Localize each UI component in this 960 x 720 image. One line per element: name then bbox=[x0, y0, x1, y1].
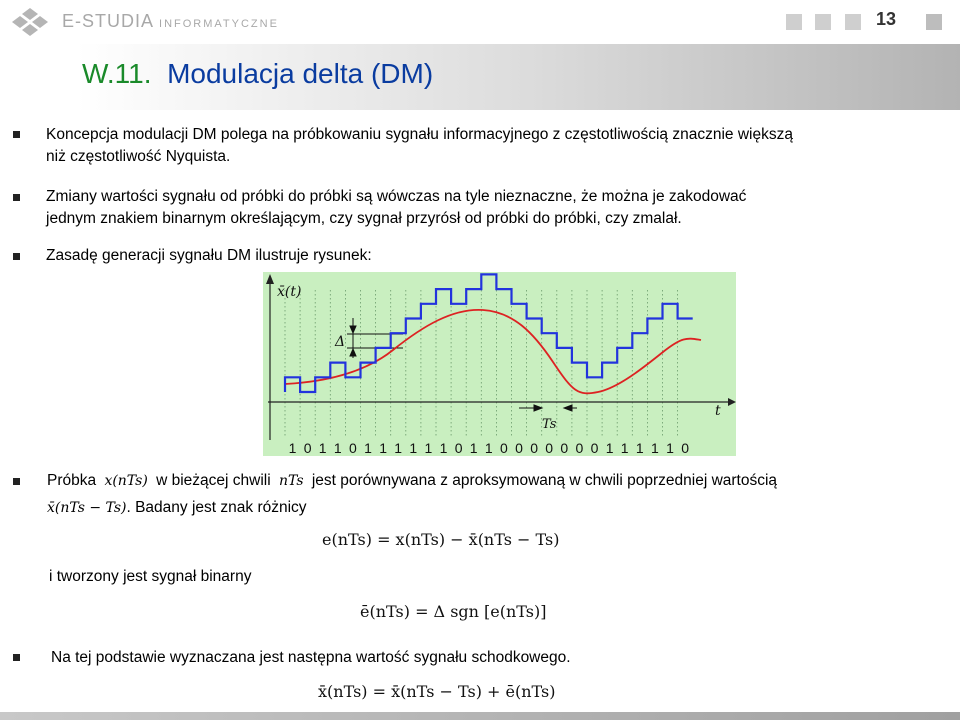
bit-label: 1 bbox=[288, 440, 297, 456]
bullet-4-text-a: Próbka bbox=[47, 472, 97, 489]
bit-label: 1 bbox=[364, 440, 372, 456]
bit-label: 0 bbox=[681, 440, 689, 456]
bit-label: 0 bbox=[454, 440, 463, 456]
brand-name bbox=[62, 11, 279, 32]
bullet-2-line-2: jednym znakiem binarnym określającym, czy sygnał przyrósł od próbki do próbki, czy zmalał. bbox=[46, 210, 682, 227]
bullet-text-3: Zasadę generacji sygnału DM ilustruje rysunek: bbox=[46, 247, 372, 264]
nav-square-1[interactable] bbox=[786, 14, 802, 30]
bit-label: 1 bbox=[424, 440, 433, 456]
bit-label: 0 bbox=[575, 440, 584, 456]
bit-label: 1 bbox=[333, 440, 342, 456]
bit-label: 0 bbox=[303, 440, 312, 456]
nav-square-2[interactable] bbox=[815, 14, 831, 30]
symbol-xbar-nts-ts: x̄(nTs − Ts) bbox=[47, 500, 127, 516]
bullet-text-1 bbox=[46, 124, 946, 168]
title-number: W.11. bbox=[82, 58, 152, 89]
equation-error: e(nTs) = x(nTs) − x̄(nTs − Ts) bbox=[322, 530, 560, 549]
bit-label: 1 bbox=[666, 440, 674, 456]
bullet-marker-1 bbox=[13, 131, 20, 138]
bullet-text-4-cont bbox=[47, 497, 947, 519]
bullet-marker-5 bbox=[13, 654, 20, 661]
bit-label: 1 bbox=[484, 440, 493, 456]
page-title bbox=[82, 58, 433, 90]
bullet-marker-2 bbox=[13, 194, 20, 201]
bullet-marker-3 bbox=[13, 253, 20, 260]
brand-logo-icon bbox=[8, 6, 52, 38]
delta-modulation-figure bbox=[263, 272, 736, 456]
bit-label: 1 bbox=[439, 440, 448, 456]
symbol-x-nts: x(nTs) bbox=[104, 473, 148, 489]
title-text: Modulacja delta (DM) bbox=[167, 58, 434, 89]
header-bar bbox=[0, 0, 960, 44]
bit-label: 1 bbox=[635, 440, 644, 456]
bit-label: 0 bbox=[530, 440, 538, 456]
bullet-4-text-d: . Badany jest znak różnicy bbox=[126, 499, 307, 516]
nav-square-3[interactable] bbox=[845, 14, 861, 30]
brand-main: E-STUDIA bbox=[62, 11, 154, 31]
bit-label: 1 bbox=[469, 440, 478, 456]
footer-bar bbox=[0, 712, 960, 720]
y-axis-label: x̄(t) bbox=[277, 284, 302, 300]
x-axis-label: t bbox=[715, 403, 721, 419]
bullet-4-text-b: w bieżącej chwili bbox=[156, 472, 271, 489]
bit-label: 1 bbox=[409, 440, 418, 456]
bit-label: 1 bbox=[379, 440, 387, 456]
figure-background bbox=[263, 272, 736, 456]
ts-label: Ts bbox=[542, 417, 557, 432]
bit-label: 0 bbox=[545, 440, 554, 456]
bit-label: 1 bbox=[394, 440, 403, 456]
bit-label: 1 bbox=[318, 440, 327, 456]
nav-square-4[interactable] bbox=[926, 14, 942, 30]
bullet-text-4 bbox=[47, 470, 947, 492]
bit-label: 0 bbox=[515, 440, 523, 456]
symbol-nts: nTs bbox=[278, 473, 304, 489]
binary-signal-text: i tworzony jest sygnał binarny bbox=[49, 568, 252, 585]
bullet-1-line-2: niż częstotliwość Nyquista. bbox=[46, 148, 231, 165]
bit-label: 0 bbox=[500, 440, 508, 456]
delta-label: Δ bbox=[335, 334, 346, 350]
page-number: 13 bbox=[875, 9, 897, 29]
bit-label: 0 bbox=[349, 440, 357, 456]
bullet-1-line-1: Koncepcja modulacji DM polega na próbkowaniu sygnału informacyjnego z częstotliwością znacznie większą bbox=[46, 126, 793, 143]
bullet-marker-4 bbox=[13, 478, 20, 485]
equation-staircase-update: x̄(nTs) = x̄(nTs − Ts) + ē(nTs) bbox=[318, 682, 556, 701]
brand-sub: INFORMATYCZNE bbox=[159, 18, 279, 30]
bullet-text-5: Na tej podstawie wyznaczana jest następna wartość sygnału schodkowego. bbox=[51, 649, 571, 666]
bit-label: 0 bbox=[560, 440, 569, 456]
bit-label: 0 bbox=[590, 440, 599, 456]
bullet-2-line-1: Zmiany wartości sygnału od próbki do próbki są wówczas na tyle nieznaczne, że można je zakodować bbox=[46, 188, 747, 205]
bullet-4-text-c: jest porównywana z aproksymowaną w chwili poprzedniej wartością bbox=[311, 472, 778, 489]
equation-binary-signal: ē(nTs) = Δ sgn [e(nTs)] bbox=[360, 602, 547, 621]
bit-label: 1 bbox=[605, 440, 614, 456]
bit-label: 1 bbox=[651, 440, 659, 456]
bit-label: 1 bbox=[620, 440, 629, 456]
bullet-text-2 bbox=[46, 186, 946, 230]
